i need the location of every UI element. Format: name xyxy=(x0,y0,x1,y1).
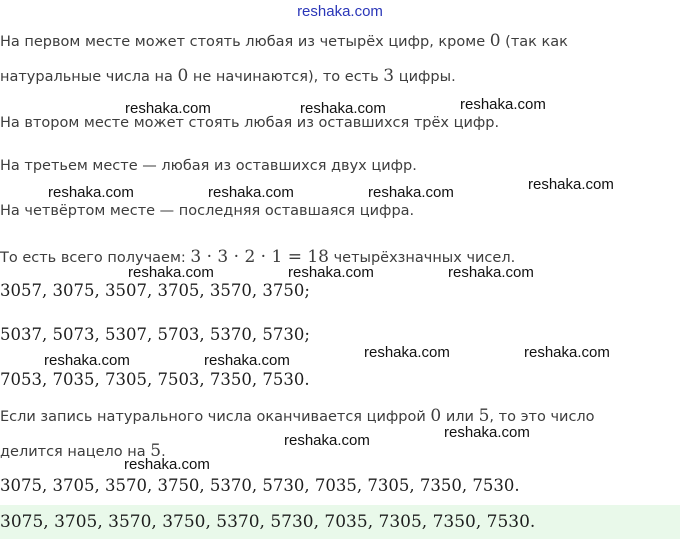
watermark: reshaka.com xyxy=(528,176,614,193)
watermark: reshaka.com xyxy=(284,432,370,449)
watermark: reshaka.com xyxy=(444,424,530,441)
watermark: reshaka.com xyxy=(368,184,454,201)
watermark: reshaka.com xyxy=(208,184,294,201)
header-watermark: reshaka.com xyxy=(297,3,383,20)
paragraph-fourth-place: На четвёртом месте — последняя оставшаяся цифра. xyxy=(0,203,415,219)
paragraph-divisibility-1: Если запись натурального числа оканчивается цифрой 0 или 5, то это число xyxy=(0,406,595,426)
number-row-2: 5037, 5073, 5307, 5703, 5370, 5730; xyxy=(0,325,310,344)
number-row-1: 3057, 3075, 3507, 3705, 3570, 3750; xyxy=(0,281,310,300)
paragraph-first-place-2: натуральные числа на 0 не начинаются), то есть 3 цифры. xyxy=(0,66,456,86)
watermark: reshaka.com xyxy=(124,456,210,473)
watermark: reshaka.com xyxy=(128,264,214,281)
watermark: reshaka.com xyxy=(125,100,211,117)
watermark: reshaka.com xyxy=(524,344,610,361)
watermark: reshaka.com xyxy=(44,352,130,369)
divisible-numbers-list: 3075, 3705, 3570, 3750, 5370, 5730, 7035, 7305, 7350, 7530. xyxy=(0,476,520,495)
paragraph-second-place: На втором месте может стоять любая из оставшихся трёх цифр. xyxy=(0,115,500,131)
paragraph-divisibility-2: делится нацело на 5. xyxy=(0,441,166,461)
number-row-3: 7053, 7035, 7305, 7503, 7350, 7530. xyxy=(0,370,310,389)
paragraph-total: То есть всего получаем: 3 · 3 · 2 · 1 = 18 четырёхзначных чисел. xyxy=(0,247,516,267)
watermark: reshaka.com xyxy=(300,100,386,117)
paragraph-third-place: На третьем месте — любая из оставшихся двух цифр. xyxy=(0,158,417,174)
paragraph-first-place-1: На первом месте может стоять любая из четырёх цифр, кроме 0 (так как xyxy=(0,31,568,51)
watermark: reshaka.com xyxy=(48,184,134,201)
watermark: reshaka.com xyxy=(364,344,450,361)
watermark: reshaka.com xyxy=(460,96,546,113)
watermark: reshaka.com xyxy=(288,264,374,281)
watermark: reshaka.com xyxy=(448,264,534,281)
watermark: reshaka.com xyxy=(204,352,290,369)
answer-text: 3075, 3705, 3570, 3750, 5370, 5730, 7035, 7305, 7350, 7530. xyxy=(0,512,536,532)
